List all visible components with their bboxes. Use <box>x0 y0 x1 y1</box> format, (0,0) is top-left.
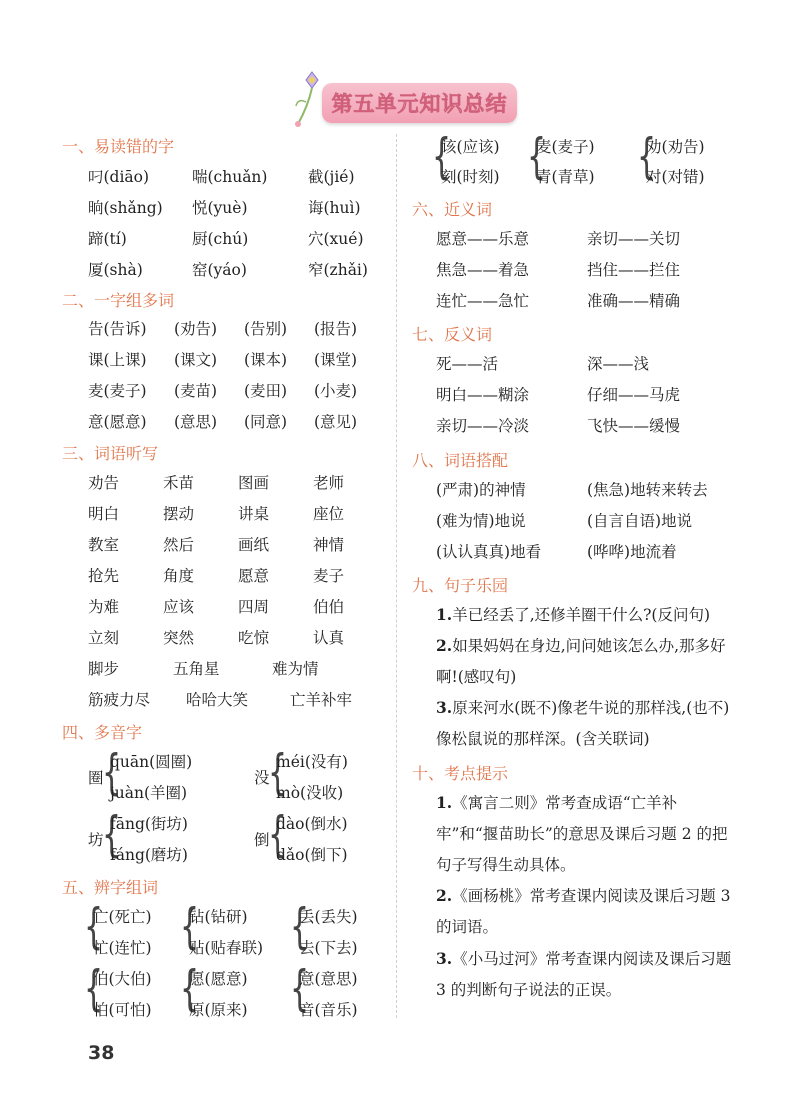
word: 诲(huì) <box>308 199 361 217</box>
word: 愿意——乐意 <box>436 230 530 248</box>
brace: { <box>527 129 547 186</box>
word: 亲切——冷淡 <box>436 417 530 435</box>
word: 认真 <box>313 629 345 647</box>
word: 亡羊补牢 <box>290 691 353 709</box>
word: 意(意思) <box>299 970 358 988</box>
sentence-text: 羊已经丢了,还修羊圈干什么?(反问句) <box>452 606 711 624</box>
word: 愿(愿意) <box>189 970 248 988</box>
word: 飞快——缓慢 <box>587 417 681 435</box>
collocation: (自言自语)地说 <box>587 512 693 530</box>
word: 刻(时刻) <box>441 168 500 186</box>
word: (意思) <box>174 413 218 431</box>
word: 座位 <box>313 505 345 523</box>
word: (意见) <box>314 413 358 431</box>
word: (报告) <box>314 320 358 338</box>
polyphone-char: 圈 <box>88 769 104 787</box>
collocation: (认认真真)地看 <box>436 543 542 561</box>
sentence-item <box>436 692 732 755</box>
section-heading: 四、多音字 <box>62 723 143 742</box>
word: méi(没有) <box>276 753 348 771</box>
word: 死——活 <box>436 355 499 373</box>
section-heading: 十、考点提示 <box>412 764 509 783</box>
word: 忙(连忙) <box>93 939 152 957</box>
word: 禾苗 <box>163 474 195 492</box>
word: 难为情 <box>272 660 319 678</box>
word: 劝告 <box>88 474 120 492</box>
word: fāng(街坊) <box>110 815 188 833</box>
brace: { <box>84 899 104 956</box>
brace: { <box>290 899 310 956</box>
word: 截(jié) <box>308 168 355 186</box>
page-title: 第五单元知识总结 <box>331 92 508 116</box>
word: (同意) <box>244 413 288 431</box>
word: (麦苗) <box>174 382 218 400</box>
collocation: (哗哗)地流着 <box>587 543 677 561</box>
word: dǎo(倒下) <box>276 846 348 864</box>
word: 伯(大伯) <box>93 970 152 988</box>
word: 筋疲力尽 <box>88 691 151 709</box>
collocation: (严肃)的神情 <box>436 481 526 499</box>
word: 四周 <box>238 598 270 616</box>
word: 叼(diāo) <box>88 168 150 186</box>
section-heading: 六、近义词 <box>412 200 493 219</box>
word: 意(愿意) <box>88 413 147 431</box>
word: 抢先 <box>88 567 120 585</box>
sentence-text: 原来河水(既不)像老牛说的那样浅,(也不)像松鼠说的那样深。(含关联词) <box>436 699 730 748</box>
word: 悦(yuè) <box>192 199 248 217</box>
word: 连忙——急忙 <box>436 292 530 310</box>
word: 老师 <box>313 474 345 492</box>
section-heading: 三、词语听写 <box>62 444 159 463</box>
word: (劝告) <box>174 320 218 338</box>
word: 原(原来) <box>189 1001 248 1019</box>
item-number: 1. <box>436 605 453 624</box>
brace: { <box>268 807 288 864</box>
section-heading: 五、辨字组词 <box>62 878 159 897</box>
word: 应该 <box>163 598 195 616</box>
title-banner <box>322 83 517 123</box>
section-heading: 一、易读错的字 <box>62 137 175 156</box>
word: 哈哈大笑 <box>186 691 249 709</box>
word: quān(圆圈) <box>110 753 193 771</box>
word: (小麦) <box>314 382 358 400</box>
word: 钻(钻研) <box>189 908 248 926</box>
word: 摆动 <box>163 505 195 523</box>
brace: { <box>637 129 657 186</box>
section-heading: 八、词语搭配 <box>412 451 509 470</box>
word: 喘(chuǎn) <box>192 168 268 186</box>
item-number: 3. <box>436 949 453 968</box>
word: 窄(zhǎi) <box>308 261 368 279</box>
brace: { <box>180 899 200 956</box>
word: 劝(劝告) <box>646 138 705 156</box>
word: fáng(磨坊) <box>110 846 188 864</box>
word: 厨(chú) <box>192 230 249 248</box>
word: 吃惊 <box>238 629 270 647</box>
polyphone-char: 坊 <box>88 831 104 849</box>
word: 窑(yáo) <box>192 261 247 279</box>
word: 明白 <box>88 505 120 523</box>
word: 厦(shà) <box>88 261 143 279</box>
brace: { <box>102 807 122 864</box>
page-number: 38 <box>88 1042 115 1064</box>
word: 焦急——着急 <box>436 261 530 279</box>
polyphone-char: 倒 <box>254 831 270 849</box>
word: 伯伯 <box>313 598 345 616</box>
word: 深——浅 <box>587 355 650 373</box>
item-number: 2. <box>436 886 453 905</box>
collocation: (难为情)地说 <box>436 512 526 530</box>
brace: { <box>84 961 104 1018</box>
brace: { <box>102 745 122 802</box>
section-heading: 二、一字组多词 <box>62 291 175 310</box>
sentence-item <box>436 599 736 631</box>
word: 贴(贴春联) <box>189 939 264 957</box>
brace: { <box>180 961 200 1018</box>
word: 去(下去) <box>299 939 358 957</box>
word: 课(上课) <box>88 351 147 369</box>
word: 立刻 <box>88 629 120 647</box>
tip-text: 《寓言二则》常考查成语“亡羊补牢”和“揠苗助长”的意思及课后习题 2 的把句子写得生动具体。 <box>436 794 728 874</box>
word: 为难 <box>88 598 120 616</box>
word: 麦(麦子) <box>536 138 595 156</box>
word: 音(音乐) <box>299 1001 358 1019</box>
word: 明白——糊涂 <box>436 386 530 404</box>
word: (课文) <box>174 351 218 369</box>
section-heading: 七、反义词 <box>412 325 493 344</box>
collocation: (焦急)地转来转去 <box>587 481 708 499</box>
word: 五角星 <box>173 660 220 678</box>
item-number: 1. <box>436 793 453 812</box>
word: 告(告诉) <box>88 320 147 338</box>
brace: { <box>290 961 310 1018</box>
word: 麦(麦子) <box>88 382 147 400</box>
word: 突然 <box>163 629 195 647</box>
word: 然后 <box>163 536 195 554</box>
tip-text: 《画杨桃》常考查课内阅读及课后习题 3 的词语。 <box>436 887 731 936</box>
word: (麦田) <box>244 382 288 400</box>
exam-tip-item <box>436 880 732 943</box>
item-number: 2. <box>436 636 453 655</box>
word: 愿意 <box>238 567 270 585</box>
word: dào(倒水) <box>276 815 348 833</box>
word: 青(青草) <box>536 168 595 186</box>
brace: { <box>268 745 288 802</box>
exam-tip-item <box>436 943 732 1006</box>
word: 对(对错) <box>646 168 705 186</box>
word: 图画 <box>238 474 270 492</box>
item-number: 3. <box>436 698 453 717</box>
word: 麦子 <box>313 567 345 585</box>
word: 神情 <box>313 536 345 554</box>
sentence-text: 如果妈妈在身边,问问她该怎么办,那多好啊!(感叹句) <box>436 637 726 686</box>
word: 脚步 <box>88 660 120 678</box>
word: mò(没收) <box>276 784 344 802</box>
word: 亲切——关切 <box>587 230 681 248</box>
word: 仔细——马虎 <box>587 386 681 404</box>
word: (告别) <box>244 320 288 338</box>
word: 怕(可怕) <box>93 1001 152 1019</box>
brace: { <box>432 129 452 186</box>
word: (课本) <box>244 351 288 369</box>
word: 亡(死亡) <box>93 908 152 926</box>
sentence-item <box>436 630 732 693</box>
word: 该(应该) <box>441 138 500 156</box>
section-heading: 九、句子乐园 <box>412 576 509 595</box>
word: 穴(xué) <box>308 230 364 248</box>
word: 丢(丢失) <box>299 908 358 926</box>
word: 画纸 <box>238 536 270 554</box>
word: 角度 <box>163 567 195 585</box>
word: 讲桌 <box>238 505 270 523</box>
word: (课堂) <box>314 351 358 369</box>
column-divider <box>396 134 397 1018</box>
word: juàn(羊圈) <box>110 784 188 802</box>
polyphone-char: 没 <box>254 769 270 787</box>
word: 准确——精确 <box>587 292 681 310</box>
word: 蹄(tí) <box>88 230 127 248</box>
word: 挡住——拦住 <box>587 261 681 279</box>
tip-text: 《小马过河》常考查课内阅读及课后习题 3 的判断句子说法的正误。 <box>436 950 732 999</box>
word: 晌(shǎng) <box>88 199 163 217</box>
word: 教室 <box>88 536 120 554</box>
exam-tip-item <box>436 787 732 881</box>
